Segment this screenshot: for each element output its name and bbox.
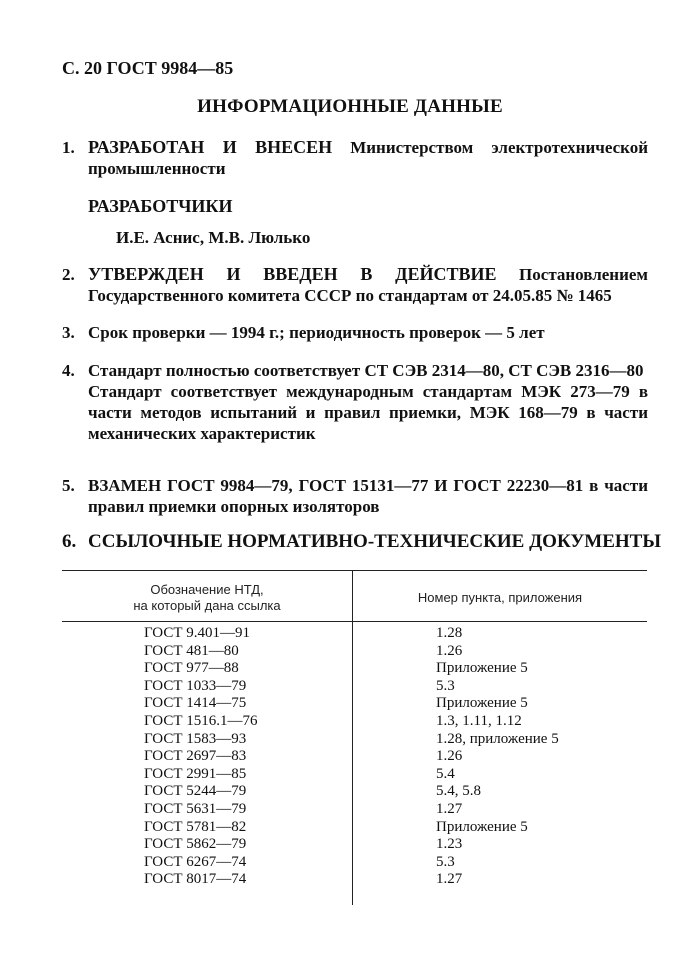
table-row xyxy=(62,643,647,661)
table-cell-clause: 5.3 xyxy=(436,677,455,694)
table-row xyxy=(62,819,647,837)
table-cell-clause: Приложение 5 xyxy=(436,818,528,835)
table-cell-designation: ГОСТ 5862—79 xyxy=(144,836,247,853)
table-cell-clause: Приложение 5 xyxy=(436,695,528,712)
table-body xyxy=(62,625,647,889)
table-row xyxy=(62,854,647,872)
table-row xyxy=(62,660,647,678)
table-cell-designation: ГОСТ 481—80 xyxy=(144,642,239,659)
item-5 xyxy=(62,475,648,517)
table-row xyxy=(62,836,647,854)
table-cell-designation: ГОСТ 8017—74 xyxy=(144,871,247,888)
table-cell-clause: 1.28, приложение 5 xyxy=(436,730,559,747)
header-line: на который дана ссылка xyxy=(133,598,281,613)
table-cell-designation: ГОСТ 9.401—91 xyxy=(144,625,250,641)
reference-table xyxy=(62,570,647,910)
section-6-heading xyxy=(62,531,661,553)
table-cell-clause: 1.26 xyxy=(436,642,463,659)
table-cell-clause: 1.26 xyxy=(436,748,463,765)
table-cell-designation: ГОСТ 5781—82 xyxy=(144,818,247,835)
table-row xyxy=(62,766,647,784)
table-row xyxy=(62,625,647,643)
section-number: 6. xyxy=(62,531,77,552)
item-4 xyxy=(62,360,648,444)
item-number: 1. xyxy=(62,138,75,157)
table-cell-clause: 5.4 xyxy=(436,765,455,782)
item-2 xyxy=(62,264,648,306)
table-cell-designation: ГОСТ 1583—93 xyxy=(144,730,247,747)
item-number: 4. xyxy=(62,361,75,380)
item-number: 5. xyxy=(62,476,75,495)
table-top-rule xyxy=(62,570,647,571)
item-text: Стандарт полностью соответствует СТ СЭВ 2314—80, СТ СЭВ 2316—80 xyxy=(88,361,644,380)
item-number: 3. xyxy=(62,323,75,342)
page-header: С. 20 ГОСТ 9984—85 xyxy=(62,58,234,78)
page-title: ИНФОРМАЦИОННЫЕ ДАННЫЕ xyxy=(197,96,503,117)
table-row xyxy=(62,713,647,731)
table-cell-clause: 1.3, 1.11, 1.12 xyxy=(436,712,522,729)
header-line: Обозначение НТД, xyxy=(150,582,264,597)
table-row xyxy=(62,731,647,749)
table-cell-designation: ГОСТ 2697—83 xyxy=(144,748,247,765)
table-cell-clause: 1.28 xyxy=(436,625,463,641)
table-cell-designation: ГОСТ 5244—79 xyxy=(144,783,247,800)
table-header-rule xyxy=(62,621,647,622)
table-row xyxy=(62,678,647,696)
table-cell-designation: ГОСТ 977—88 xyxy=(144,660,239,677)
item-1 xyxy=(62,137,648,179)
table-row xyxy=(62,871,647,889)
developers-heading: РАЗРАБОТЧИКИ xyxy=(88,196,233,216)
table-cell-designation: ГОСТ 1033—79 xyxy=(144,677,247,694)
table-row xyxy=(62,801,647,819)
item-text: Министерством электротехнической промышленности xyxy=(88,138,648,178)
table-cell-clause: 5.3 xyxy=(436,853,455,870)
item-3 xyxy=(62,322,648,343)
item-number: 2. xyxy=(62,265,75,284)
item-lead: УТВЕРЖДЕН И ВВЕДЕН В ДЕЙСТВИЕ xyxy=(88,264,497,284)
table-cell-clause: Приложение 5 xyxy=(436,660,528,677)
item-text: ВЗАМЕН ГОСТ 9984—79, ГОСТ 15131—77 И ГОСТ 22230—81 в части правил приемки опорных изоляторов xyxy=(88,476,648,516)
table-header-clause: Номер пункта, приложения xyxy=(417,590,583,605)
table-cell-clause: 1.23 xyxy=(436,836,463,853)
table-cell-designation: ГОСТ 5631—79 xyxy=(144,800,247,817)
table-row xyxy=(62,748,647,766)
section-title: ССЫЛОЧНЫЕ НОРМАТИВНО-ТЕХНИЧЕСКИЕ ДОКУМЕНТЫ xyxy=(88,531,662,552)
table-cell-designation: ГОСТ 6267—74 xyxy=(144,853,247,870)
table-row xyxy=(62,783,647,801)
item-text: Срок проверки — 1994 г.; периодичность проверок — 5 лет xyxy=(88,323,545,342)
table-row xyxy=(62,695,647,713)
table-cell-clause: 5.4, 5.8 xyxy=(436,783,481,800)
item-text-2: Стандарт соответствует международным стандартам МЭК 273—79 в части методов испытаний и правил приемки, МЭК 168—79 в части механических характеристик xyxy=(88,382,648,443)
table-cell-clause: 1.27 xyxy=(436,800,463,817)
table-cell-designation: ГОСТ 1516.1—76 xyxy=(144,712,258,729)
table-header-designation xyxy=(62,582,352,614)
item-text: Постановлением Государственного комитета СССР по стандартам от 24.05.85 № 1465 xyxy=(88,265,649,305)
table-cell-designation: ГОСТ 1414—75 xyxy=(144,695,247,712)
developers-names: И.Е. Аснис, М.В. Люлько xyxy=(116,228,311,247)
table-cell-clause: 1.27 xyxy=(436,871,463,888)
table-cell-designation: ГОСТ 2991—85 xyxy=(144,765,247,782)
item-lead: РАЗРАБОТАН И ВНЕСЕН xyxy=(88,137,333,157)
